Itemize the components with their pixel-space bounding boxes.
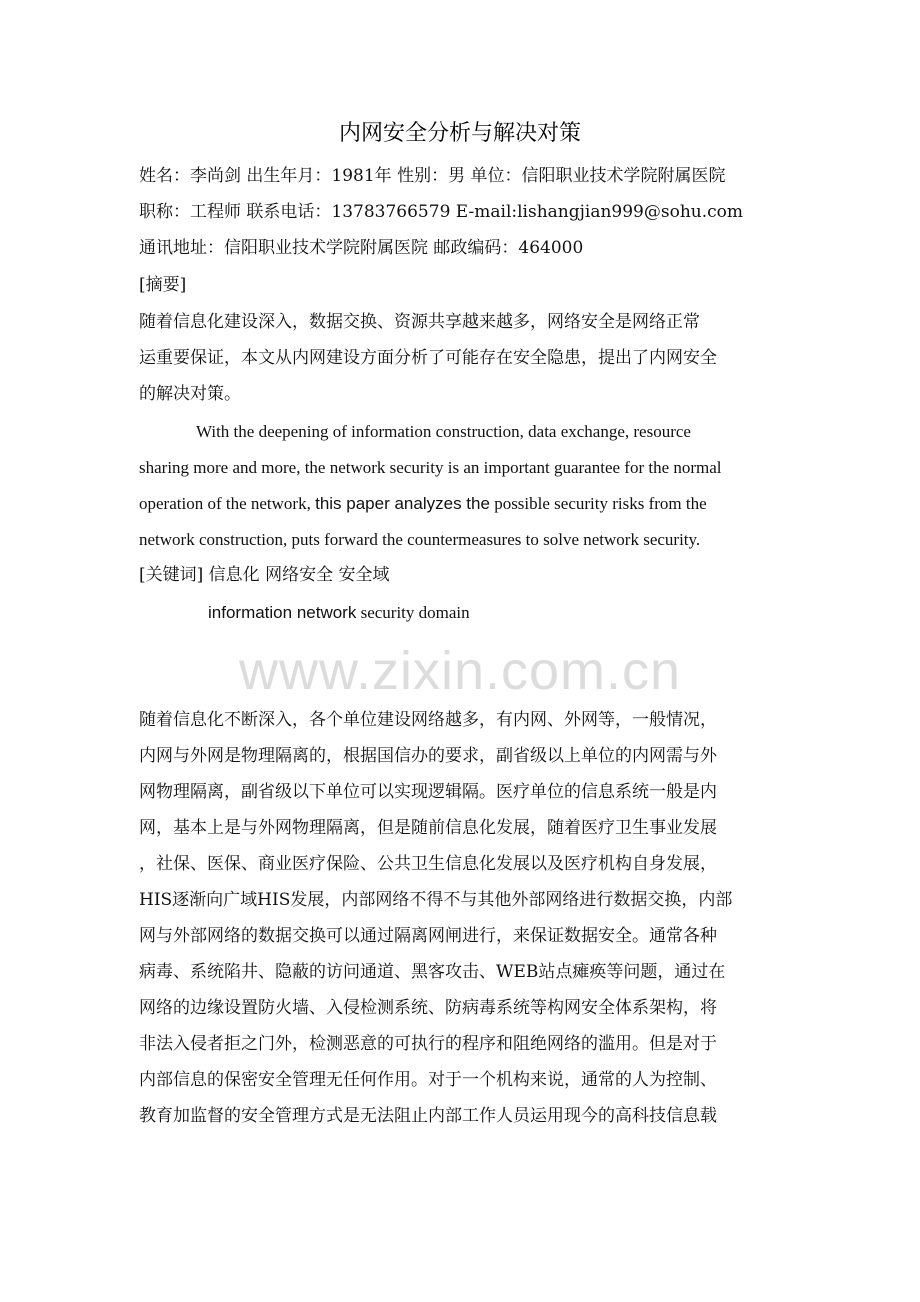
body-line-4: 网，基本上是与外网物理隔离，但是随前信息化发展，随着医疗卫生事业发展 <box>139 818 717 838</box>
keywords-en-part-1: information network <box>208 603 357 622</box>
body-line-3: 网物理隔离，副省级以下单位可以实现逻辑隔。医疗单位的信息系统一般是内 <box>139 782 717 802</box>
abstract-en-line-3 <box>139 491 707 517</box>
keywords-en <box>208 600 470 626</box>
body-line-10: 非法入侵者拒之门外，检测恶意的可执行的程序和阻绝网络的滥用。但是对于 <box>139 1034 717 1054</box>
body-line-2: 内网与外网是物理隔离的，根据国信办的要求，副省级以上单位的内网需与外 <box>139 746 717 766</box>
abstract-en-line-3-part-3: possible security risks from the <box>489 494 707 513</box>
abstract-en-line-1: With the deepening of information construction, data exchange, resource <box>196 422 691 441</box>
body-line-5: ，社保、医保、商业医疗保险、公共卫生信息化发展以及医疗机构自身发展， <box>139 854 717 874</box>
body-line-9: 网络的边缘设置防火墙、入侵检测系统、防病毒系统等构网安全体系架构，将 <box>139 998 717 1018</box>
keywords-en-part-2: security domain <box>356 603 470 622</box>
abstract-en-line-4: network construction, puts forward the countermeasures to solve network security. <box>139 530 701 549</box>
body-line-12: 教育加监督的安全管理方式是无法阻止内部工作人员运用现今的高科技信息载 <box>139 1106 717 1126</box>
author-info-line-3: 通讯地址：信阳职业技术学院附属医院 邮政编码：464000 <box>139 238 584 258</box>
abstract-en-line-3-part-1: operation of the network, <box>139 494 316 513</box>
keywords-cn: [关键词] 信息化 网络安全 安全域 <box>139 565 390 585</box>
abstract-cn-line-1: 随着信息化建设深入，数据交换、资源共享越来越多，网络安全是网络正常 <box>139 312 700 332</box>
body-line-8: 病毒、系统陷井、隐蔽的访问通道、黑客攻击、WEB站点瘫痪等问题，通过在 <box>139 962 726 982</box>
abstract-en-line-2: sharing more and more, the network security is an important guarantee for the normal <box>139 458 722 477</box>
author-info-line-1: 姓名：李尚剑 出生年月：1981年 性别：男 单位：信阳职业技术学院附属医院 <box>139 166 726 186</box>
author-info-line-2: 职称：工程师 联系电话：13783766579 E-mail:lishangjian999@sohu.com <box>139 202 743 222</box>
abstract-cn-line-2: 运重要保证，本文从内网建设方面分析了可能存在安全隐患，提出了内网安全 <box>139 348 717 368</box>
body-line-6: HIS逐渐向广域HIS发展，内部网络不得不与其他外部网络进行数据交换，内部 <box>139 890 733 910</box>
watermark: www.zixin.com.cn <box>238 641 682 701</box>
abstract-heading: [摘要] <box>139 275 187 295</box>
body-line-11: 内部信息的保密安全管理无任何作用。对于一个机构来说，通常的人为控制、 <box>139 1070 717 1090</box>
abstract-en-line-3-part-2: this paper analyzes the <box>315 494 490 513</box>
body-line-7: 网与外部网络的数据交换可以通过隔离网闸进行，来保证数据安全。通常各种 <box>139 926 717 946</box>
body-line-1: 随着信息化不断深入，各个单位建设网络越多，有内网、外网等，一般情况， <box>139 710 717 730</box>
document-title: 内网安全分析与解决对策 <box>338 121 581 146</box>
abstract-cn-line-3: 的解决对策。 <box>139 384 241 404</box>
